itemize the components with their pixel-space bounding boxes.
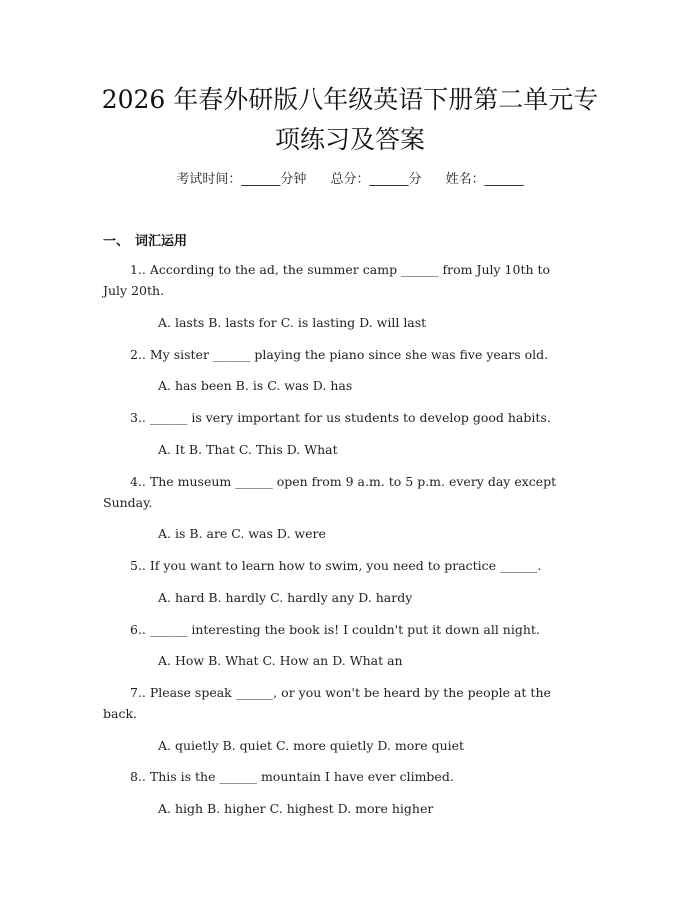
question-text: 8.. This is the ______ mountain I have ever climbed. — [130, 769, 454, 784]
question-text: 5.. If you want to learn how to swim, you need to practice ______. — [130, 558, 542, 573]
exam-info-line — [0, 168, 700, 187]
question-text-continued: back. — [103, 706, 138, 721]
question-text: 7.. Please speak ______, or you won't be heard by the people at the — [130, 685, 551, 700]
exam-time-field: 考试时间：______分钟 — [176, 172, 307, 187]
question-options: A. lasts B. lasts for C. is lasting D. will last — [158, 315, 427, 330]
question-text: 3.. ______ is very important for us students to develop good habits. — [130, 410, 551, 425]
question-options: A. hard B. hardly C. hardly any D. hardy — [158, 590, 413, 605]
document-title-line-1: 2026 年春外研版八年级英语下册第二单元专 — [101, 85, 599, 114]
question-text: 4.. The museum ______ open from 9 a.m. to 5 p.m. every day except — [130, 474, 557, 489]
question-text-continued: July 20th. — [103, 283, 165, 298]
question-options: A. has been B. is C. was D. has — [158, 378, 353, 393]
section-title: 词汇运用 — [135, 234, 188, 249]
question-text-continued: Sunday. — [103, 495, 153, 510]
section-number: 一、 — [103, 234, 130, 249]
document-title-line-2: 项练习及答案 — [274, 125, 425, 154]
total-score-field: 总分：______分 — [330, 172, 422, 187]
question-options: A. quietly B. quiet C. more quietly D. more quiet — [158, 738, 465, 753]
section-heading — [103, 230, 187, 249]
question-options: A. is B. are C. was D. were — [158, 526, 326, 541]
question-text: 2.. My sister ______ playing the piano since she was five years old. — [130, 347, 549, 362]
question-options: A. How B. What C. How an D. What an — [158, 653, 403, 668]
question-text: 1.. According to the ad, the summer camp ______ from July 10th to — [130, 262, 551, 277]
question-text: 6.. ______ interesting the book is! I couldn't put it down all night. — [130, 622, 540, 637]
question-options: A. It B. That C. This D. What — [158, 442, 338, 457]
name-field: 姓名：______ — [445, 172, 524, 187]
question-options: A. high B. higher C. highest D. more higher — [158, 801, 434, 816]
